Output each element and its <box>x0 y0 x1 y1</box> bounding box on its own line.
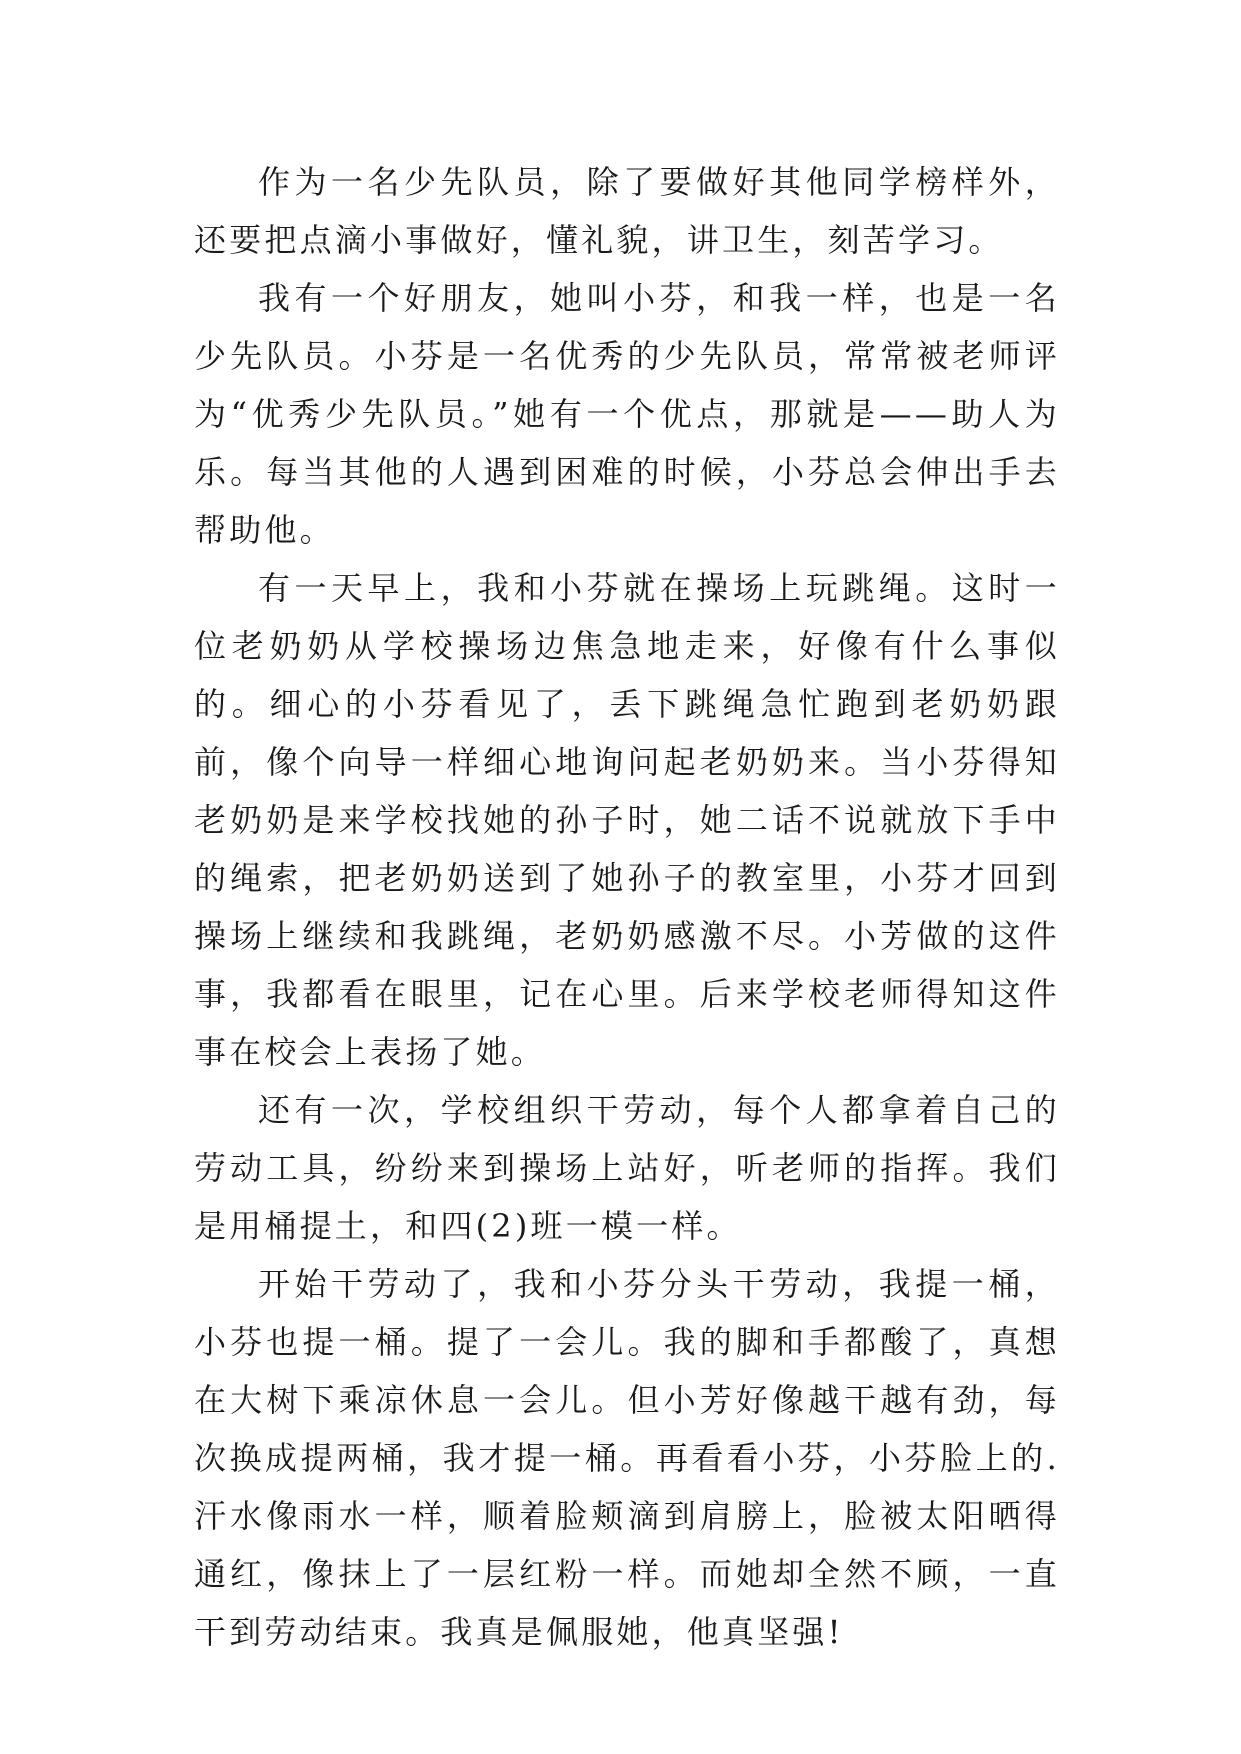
paragraph-1: 作为一名少先队员，除了要做好其他同学榜样外，还要把点滴小事做好，懂礼貌，讲卫生，刻苦学习。 <box>194 163 1060 259</box>
paragraph-3: 有一天早上，我和小芬就在操场上玩跳绳。这时一位老奶奶从学校操场边焦急地走来，好像有什么事似的。细心的小芬看见了，丢下跳绳急忙跑到老奶奶跟前，像个向导一样细心地询问起老奶奶来。当小芬得知老奶奶是来学校找她的孙子时，她二话不说就放下手中的绳索，把老奶奶送到了她孙子的教室里，小芬才回到操场上继续和我跳绳，老奶奶感激不尽。小芳做的这件事，我都看在眼里，记在心里。后来学校老师得知这件事在校会上表扬了她。 <box>194 569 1060 1071</box>
document-body <box>194 153 1060 1661</box>
paragraph-2: 我有一个好朋友，她叫小芬，和我一样，也是一名少先队员。小芬是一名优秀的少先队员，常常被老师评为“优秀少先队员。”她有一个优点，那就是——助人为乐。每当其他的人遇到困难的时候，小芬总会伸出手去帮助他。 <box>194 279 1060 549</box>
paragraph-5: 开始干劳动了，我和小芬分头干劳动，我提一桶，小芬也提一桶。提了一会儿。我的脚和手都酸了，真想在大树下乘凉休息一会儿。但小芳好像越干越有劲，每次换成提两桶，我才提一桶。再看看小芬，小芬脸上的.汗水像雨水一样，顺着脸颊滴到肩膀上，脸被太阳晒得通红，像抹上了一层红粉一样。而她却全然不顾，一直干到劳动结束。我真是佩服她，他真坚强! <box>194 1265 1060 1651</box>
paragraph-4: 还有一次，学校组织干劳动，每个人都拿着自己的劳动工具，纷纷来到操场上站好，听老师的指挥。我们是用桶提土，和四(2)班一模一样。 <box>194 1091 1060 1245</box>
